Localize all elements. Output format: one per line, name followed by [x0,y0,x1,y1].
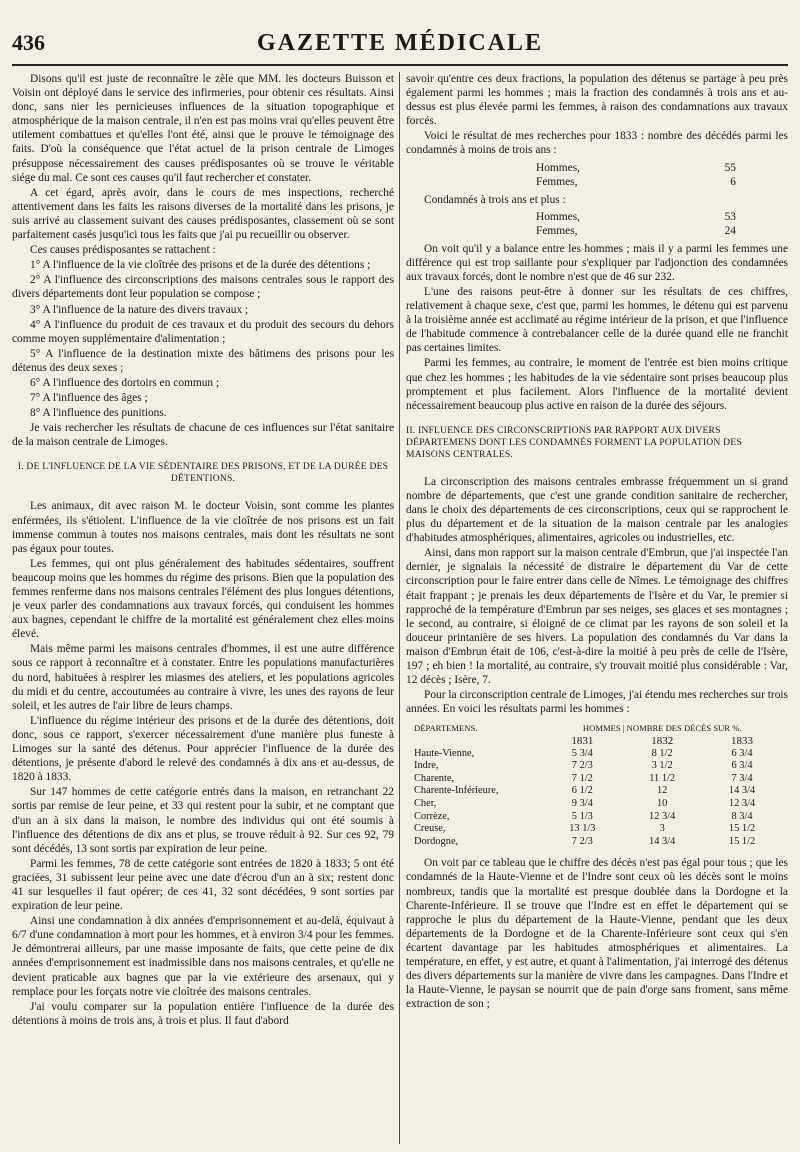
stat-label: Femmes, [536,224,578,237]
value-cell-1833: 8 3/4 [731,810,753,822]
section-title: DE L'INFLUENCE DE LA VIE SÉDENTAIRE DES PRISONS, ET DE LA DURÉE DES DÉTENTIONS. [26,461,389,485]
paragraph: Parmi les femmes, au contraire, le moment de l'entrée est bien moins critique que chez les hommes ; les habitudes de la vie sédentaire sont prises beaucoup plus promptement et plus facilement. Alors l'influence de la mortalité devient nécessairement beaucoup plus active en raison de la durée des séjours. [406,357,788,412]
paragraph: On voit par ce tableau que le chiffre des décès n'est pas égal pour tous ; que les condamnés de la Haute-Vienne et de l'Indre sont ceux où les décès sont le moins nombreux, tandis que la mortalité est presque doublée dans la Dordogne et la Charente-Inférieure. Il se trouve que l'Indre est en effet le département qui se rapproche le plus du département de la Haute-Vienne, pendant que les deux départements de la Dordogne et de la Charente-Inférieure sont ceux qui s'en écartent davantage par les habitudes atmosphériques et alimentaires. La température, en effet, y est autre, et quant à l'alimentation, j'ai interrogé des détenus des divers départements sur la manière de vivre dans les campagnes. Dans l'Indre et la Haute-Vienne, le paysan se nourrit que de pain d'orge sans froment, sans même extraction de son ; [406,857,788,1011]
paragraph: Voici le résultat de mes recherches pour 1833 : nombre des décédés parmi les condamnés à moins de trois ans : [406,130,788,157]
stat-label: Femmes, [536,175,578,188]
table-years-row [412,735,782,748]
value-cell-1832: 11 1/2 [649,772,676,784]
paragraph: La circonscription des maisons centrales embrasse fréquemment un si grand nombre de départements, que c'est une grande condition sanitaire de rechercher, dans le choix des départements de ces circonscriptions, ceux qui se rapprochent le plus du département et de la situation de la maison centrale par les analogies d'habitudes atmosphériques, alimentaires, agricoles ou industrielles, etc. [406,475,788,545]
stat-line [536,224,736,238]
table-row [412,811,782,824]
list-item: 3° A l'influence de la nature des divers travaux ; [30,303,249,316]
list-item: 1° A l'influence de la vie cloîtrée des prisons et de la durée des détentions ; [30,259,371,272]
stat-value: 55 [724,161,736,174]
page-number: 436 [12,30,45,55]
table-row [412,836,782,849]
stat-value: 53 [724,210,736,223]
stat-label: Hommes, [536,210,580,223]
table-row [412,798,782,811]
department-cell: Cher, [414,797,437,809]
section-number: II. [406,424,416,436]
value-cell-1831: 5 3/4 [571,747,593,759]
table-body [412,748,782,849]
value-cell-1831: 9 3/4 [571,797,593,809]
right-column [406,72,788,1144]
section-number: I. [17,461,24,473]
paragraph: Mais même parmi les maisons centrales d'hommes, il est une autre différence sous ce rapport à reconnaître et à constater. Entre les populations manufacturières du nord, habituées à respirer les miasmes des ateliers, et les populations agricoles du midi et du centre, accoutumées au contraire à vivre, les unes des rayons de leur soleil, et les autres de l'air libre de leurs champs. [12,643,394,712]
value-cell-1832: 12 3/4 [649,810,676,822]
paragraph: Ainsi, dans mon rapport sur la maison centrale d'Embrun, que j'ai inspectée l'an dernier, je signalais la nécessité de distraire le département du Var de cette circonscription pour le faire entrer dans celle de Nîmes. Le témoignage des chiffres était frappant ; je prenais les deux départements de l'Isère et du Var, le premier si rapproché de la température d'Embrun par ses neiges, ses glaces et ses montagnes ; le second, au contraire, si éloigné de ce climat par les rayons de son soleil et la douceur printanière de ses hivers. La population des condamnés du Var dans la maison d'Embrun était de 106, c'est-à-dire la moitié à peu près de celle de l'Isère, 197 ; eh bien ! la mortalité, au contraire, s'y trouvait moitié plus considérable : Var, 12 décès ; Isère, 7. [406,547,788,687]
paragraph: Parmi les femmes, 78 de cette catégorie sont entrées de 1820 à 1833; 5 ont été graciées, 31 subissent leur peine avec une date d'écrou d'un an à six; restent donc 41 sur lesquelles il faut opérer; de ces 41, 32 sont décédées, 9 sont sorties par expiration de leur peine. [12,857,394,913]
list-item: 4° A l'influence du produit de ces travaux et du produit des secours du dehors comme moyen supplémentaire d'alimentation ; [12,318,394,345]
paragraph: Les animaux, dit avec raison M. le docteur Voisin, sont comme les plantes enfermées, ils s'étiolent. L'influence de la vie cloîtrée de nos prisons est un fait immense commun à toutes nos maisons centrales, mais dont les résultats ne sont pas égaux pour toutes. [12,500,394,555]
list-item: 8° A l'influence des punitions. [30,407,167,420]
stat-line [536,161,736,175]
table-row [412,785,782,798]
paragraph: Condamnés à trois ans et plus : [424,193,566,206]
list-item: 6° A l'influence des dortoirs en commun ; [30,376,220,389]
year-header: 1833 [731,734,754,747]
value-cell-1831: 7 2/3 [571,835,593,847]
section-title: INFLUENCE DES CIRCONSCRIPTIONS PAR RAPPORT AUX DIVERS DÉPARTEMENS DONT LES CONDAMNÉS FORMENT LA POPULATION DES MAISONS CENTRALES. [406,424,742,460]
value-cell-1833: 7 3/4 [731,772,753,784]
stats-under-three-years [406,161,788,189]
value-cell-1832: 8 1/2 [651,747,673,759]
page-title: GAZETTE MÉDICALE [256,30,544,56]
empty-cell [412,735,542,748]
paragraph: Je vais rechercher les résultats de chacune de ces influences sur l'état sanitaire de la maison centrale de Limoges. [12,422,394,449]
value-cell-1833: 12 3/4 [728,797,756,809]
column-divider [399,72,400,1144]
paragraph: J'ai voulu comparer sur la population entière l'influence de la durée des détentions à moins de trois ans, à trois et plus. Il faut d'abord [12,1000,394,1027]
value-cell-1831: 7 1/2 [571,772,593,784]
stat-value: 24 [724,224,736,237]
paragraph: Disons qu'il est juste de reconnaître le zèle que MM. les docteurs Buisson et Voisin ont déployé dans le service des infirmeries, pour obtenir ces résultats. Ainsi donc, sans nier les pernicieuses influences de la situation topographique et atmosphérique de la maison centrale, il n'en est pas moins vrai qu'elles peuvent être utilement combattues et qu'elles l'ont été, ainsi que le prouve le témoignage des faits. D'où la conséquence que l'état actuel de la prison centrale de Limoges présuppose nécessairement des causes prédisposantes où se trouve le véritable siége du mal. Ce sont ces causes qu'il faut rechercher et constater. [12,73,394,184]
paragraph: L'influence du régime intérieur des prisons et de la durée des détentions, doit donc, sous ce rapport, s'exercer nécessairement d'une manière plus funeste à Limoges sur la santé des détenus. Pour apprécier l'influence de la durée des détentions, je présente d'abord le relevé des condamnés à dix ans et au-dessus, de 1820 à 1833. [12,714,394,784]
department-cell: Creuse, [414,823,446,835]
paragraph: Pour la circonscription centrale de Limoges, j'ai étendu mes recherches sur trois années. En voici les résultats parmi les hommes : [406,689,788,716]
department-cell: Charente-Inférieure, [414,785,499,797]
value-cell-1833: 6 3/4 [731,747,753,759]
paragraph: Les femmes, qui ont plus généralement des habitudes sédentaires, souffrent beaucoup moins que les hommes du régime des prisons. Bien que la population des femmes renferme dans nos maisons centrales l'élément des plus longues détentions, je veux parler des condamnations aux travaux forcés, qui conduisent les hommes aux bagnes, cependant le chiffre de la mortalité est généralement chez elles moins élevé. [12,557,394,641]
table-row [412,748,782,761]
list-item: 2° A l'influence des circonscriptions des maisons centrales sous le rapport des divers départements dont leur population se compose ; [12,274,394,301]
page-header [12,20,788,66]
paragraph: Ainsi une condamnation à dix années d'emprisonnement et au-delà, équivaut à 6/7 d'une condamnation à mort pour les hommes, et à environ 3/4 pour les femmes. Je démontrerai ailleurs, par une masse imposante de faits, que cette peine de dix années d'emprisonnement est inadmissible dans nos maisons centrales, et qu'elle ne devient praticable aux bagnes que par la vie extérieure des arsenaux, qui y remplace pour les forçats notre vie cloîtrée des maisons centrales. [12,915,394,998]
value-cell-1831: 13 1/3 [569,823,596,835]
year-header: 1831 [571,734,594,747]
list-item: 7° A l'influence des âges ; [30,392,148,405]
value-cell-1832: 3 1/2 [651,760,673,772]
department-cell: Indre, [414,760,439,772]
section-heading-2 [406,425,788,461]
mortality-table [412,722,782,848]
stats-over-three-years [406,210,788,238]
value-cell-1833: 6 3/4 [731,760,753,772]
value-cell-1832: 10 [656,797,668,809]
section-heading-1 [12,461,394,485]
paragraph: L'une des raisons peut-être à donner sur les résultats de ces chiffres, relativement à chaque sexe, c'est que, parmi les hommes, le détenu qui est parvenu à la troisième année est acclimaté au régime intérieur de la prison, et que l'influence de l'habitude commence à contrebalancer celle de la durée quand elle ne franchit pas certaines limites. [406,285,788,355]
value-cell-1832: 14 3/4 [649,835,676,847]
left-column [12,72,394,1144]
value-cell-1833: 14 3/4 [728,785,756,797]
value-cell-1832: 3 [659,823,665,835]
paragraph: Ces causes prédisposantes se rattachent : [30,244,216,257]
paragraph: savoir qu'entre ces deux fractions, la population des détenus se partage à peu près également parmi les hommes ; mais la fraction des condamnés à trois ans et au-dessus est plus élevée parmi les femmes, à raison des condamnations aux travaux forcés. [406,73,788,128]
department-cell: Dordogne, [414,835,459,847]
year-header: 1832 [651,734,674,747]
paragraph: A cet égard, après avoir, dans le cours de mes inspections, recherché attentivement dans les faits les raisons diverses de la mortalité dans les prisons, je suis arrivé au classement suivant des causes prédisposantes, classement où se sont parfaitement casés jusqu'ici tous les faits que j'ai pu recueillir ou observer. [12,186,394,242]
department-cell: Corrèze, [414,810,450,822]
paragraph: On voit qu'il y a balance entre les hommes ; mais il y a parmi les femmes une différence qui est trop saillante pour s'expliquer par l'adjonction des condamnées aux travaux forcés, dont le nombre n'est que de 46 sur 232. [406,242,788,283]
stat-line [536,210,736,224]
table-row [412,823,782,836]
stat-label: Hommes, [536,161,580,174]
table-row [412,760,782,773]
paragraph: Sur 147 hommes de cette catégorie entrés dans la maison, en retranchant 22 sortis par remise de leur peine, et 33 qui restent pour la subir, et ne comptant que d'un an à six dans la maison, le nombre des individus qui ont été soumis à l'influence des détentions de dix ans et plus, se trouve réduit à 92. Sur ces 92, 79 sont décédés, 13 sont sortis par expiration de leur peine. [12,786,394,855]
stat-value: 6 [730,175,736,188]
value-cell-1831: 6 1/2 [571,785,593,797]
list-item: 5° A l'influence de la destination mixte des bâtimens des prisons pour les détenus des deux sexes ; [12,347,394,374]
table-row [412,773,782,786]
value-cell-1832: 12 [656,785,668,797]
department-cell: Charente, [414,772,455,784]
column-header-stats: HOMMES | NOMBRE DES DÉCÈS SUR %. [582,723,742,734]
value-cell-1831: 7 2/3 [571,760,593,772]
department-cell: Haute-Vienne, [414,747,475,759]
value-cell-1833: 15 1/2 [728,835,756,847]
value-cell-1831: 5 1/3 [571,810,593,822]
column-header-departments: DÉPARTEMENS. [414,723,478,734]
stat-line [536,175,736,189]
value-cell-1833: 15 1/2 [728,823,756,835]
table-header-row [412,722,782,735]
